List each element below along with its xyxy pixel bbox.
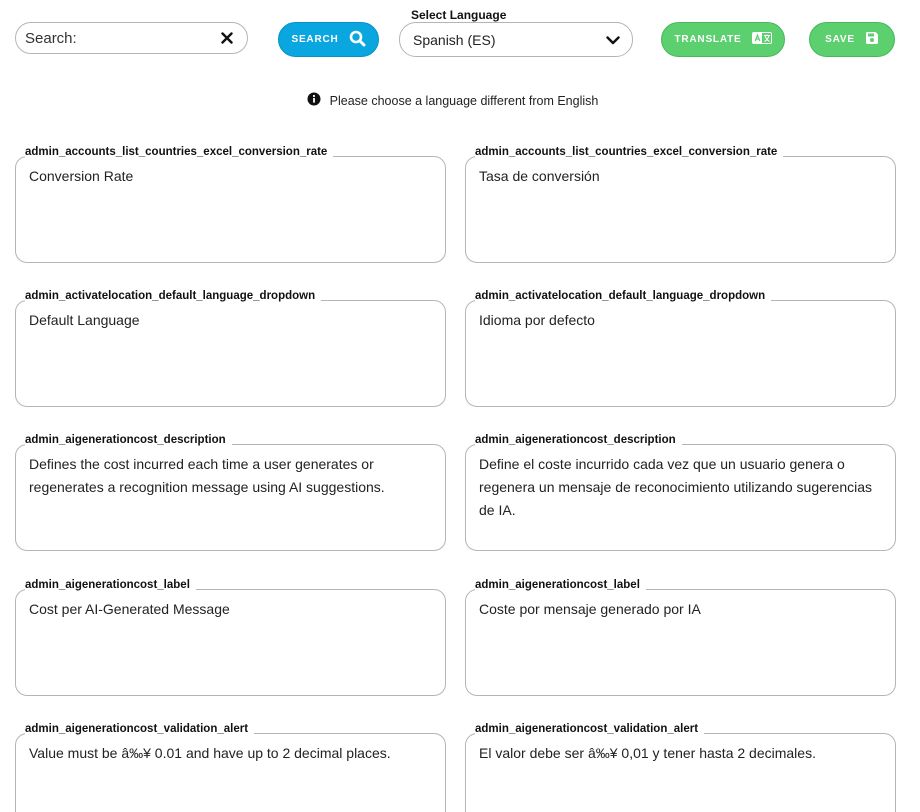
translation-textarea[interactable] — [465, 733, 896, 812]
language-select[interactable] — [399, 22, 633, 57]
clear-icon[interactable] — [219, 30, 235, 46]
translate-button[interactable] — [661, 22, 785, 57]
field-key: admin_aigenerationcost_description — [475, 433, 682, 447]
field-key: admin_activatelocation_default_language_dropdown — [475, 289, 771, 303]
translate-button-label: TRANSLATE — [674, 34, 742, 45]
chevron-down-icon — [606, 32, 620, 48]
search-input[interactable] — [25, 30, 219, 47]
field-key: admin_aigenerationcost_validation_alert — [25, 722, 254, 736]
save-button[interactable] — [809, 22, 895, 57]
save-button-label: SAVE — [825, 34, 855, 45]
language-hint — [0, 92, 920, 109]
floppy-disk-icon — [865, 31, 879, 48]
field-key: admin_aigenerationcost_description — [25, 433, 232, 447]
field-key: admin_aigenerationcost_label — [475, 578, 646, 592]
source-textarea[interactable] — [15, 300, 446, 407]
search-field[interactable] — [15, 22, 248, 54]
translation-textarea[interactable] — [465, 300, 896, 407]
search-button-label: SEARCH — [291, 34, 339, 45]
field-key: admin_activatelocation_default_language_dropdown — [25, 289, 321, 303]
info-icon — [307, 92, 321, 109]
field-key: admin_accounts_list_countries_excel_conversion_rate — [25, 145, 333, 159]
translate-icon — [752, 32, 772, 47]
field-key: admin_aigenerationcost_validation_alert — [475, 722, 704, 736]
search-icon — [349, 30, 366, 50]
field-key: admin_accounts_list_countries_excel_conversion_rate — [475, 145, 783, 159]
translation-textarea[interactable] — [465, 156, 896, 263]
field-key: admin_aigenerationcost_label — [25, 578, 196, 592]
language-value: Spanish (ES) — [413, 31, 496, 48]
hint-text: Please choose a language different from English — [329, 93, 599, 108]
source-textarea[interactable] — [15, 156, 446, 263]
translation-textarea[interactable] — [465, 444, 896, 551]
source-textarea[interactable] — [15, 733, 446, 812]
language-label: Select Language — [411, 8, 507, 22]
source-textarea[interactable] — [15, 589, 446, 696]
translation-textarea[interactable] — [465, 589, 896, 696]
search-button[interactable] — [278, 22, 379, 57]
source-textarea[interactable] — [15, 444, 446, 551]
